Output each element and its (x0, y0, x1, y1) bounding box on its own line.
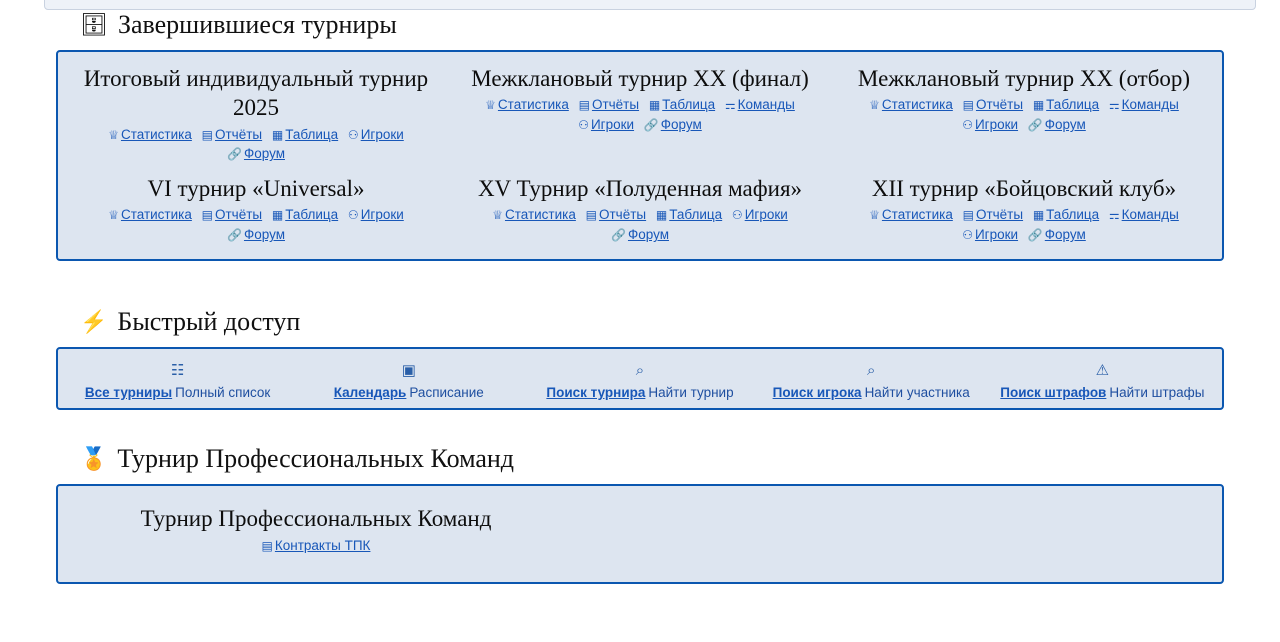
tournament-link-label[interactable]: Игроки (974, 227, 1019, 242)
people-icon: ⚎ (724, 98, 736, 113)
tournament-link[interactable] (586, 205, 646, 225)
document-icon: ▤ (962, 98, 974, 113)
tournament-link-label[interactable]: Форум (243, 146, 285, 162)
tournament-link[interactable] (202, 125, 262, 145)
section-title-text: Завершившиеся турниры (117, 10, 397, 39)
tournament-link-label[interactable]: Отчёты (214, 126, 263, 142)
document-icon: ▤ (201, 208, 213, 223)
trophy-icon: ♕ (492, 208, 503, 223)
tournament-link[interactable] (963, 205, 1023, 225)
card-icon: ▤ (261, 538, 273, 553)
tournament-link-label[interactable]: Отчёты (975, 207, 1024, 223)
tournament-link[interactable] (963, 95, 1023, 115)
section-title-quick-access (80, 307, 1280, 337)
person-icon: ⚇ (962, 118, 973, 132)
tournament-link[interactable] (227, 144, 285, 164)
tournament-link-label[interactable]: Команды (1121, 207, 1179, 223)
tournament-links (74, 205, 438, 244)
tournament-link[interactable] (272, 205, 338, 225)
tournament-link[interactable] (1033, 205, 1099, 225)
tournament-link[interactable] (962, 115, 1018, 135)
tournament-link-label[interactable]: Отчёты (975, 97, 1024, 113)
tournament-card (448, 64, 832, 164)
quick-access-sublabel: Полный список (175, 384, 271, 400)
tournament-link[interactable] (656, 205, 722, 225)
section-title-text: Быстрый доступ (117, 306, 301, 336)
tournament-link[interactable] (485, 95, 569, 115)
quick-access-label-wrap (524, 385, 755, 400)
tournament-link-label[interactable]: Статистика (120, 207, 192, 223)
tournament-link[interactable] (262, 536, 371, 556)
person-icon: ⚇ (962, 228, 973, 242)
tournament-link-label[interactable]: Статистика (120, 126, 192, 142)
tournament-link-label[interactable]: Игроки (360, 207, 404, 223)
tournament-links (458, 205, 822, 244)
trophy-icon: ♕ (108, 208, 119, 223)
tournament-link[interactable] (869, 95, 953, 115)
tournament-links (842, 95, 1206, 134)
quick-access-label[interactable]: Календарь (333, 384, 407, 400)
tournament-link[interactable] (202, 205, 262, 225)
tournament-link-label[interactable]: Таблица (285, 207, 339, 223)
tournament-name: Межклановый турнир XX (финал) (471, 66, 809, 91)
tournament-link-label[interactable]: Отчёты (598, 207, 647, 223)
trophy-icon: ♕ (869, 208, 880, 223)
link-icon: 🔗 (611, 228, 626, 242)
quick-access-label-wrap (62, 385, 293, 400)
quick-access-item[interactable] (524, 359, 755, 400)
tournament-link[interactable] (962, 225, 1018, 245)
search-icon: ⌕ (635, 362, 645, 379)
tournament-link-label[interactable]: Статистика (881, 207, 953, 223)
tournament-card (448, 174, 832, 245)
tournament-link-label[interactable]: Игроки (360, 126, 404, 142)
warning-icon: ⚠ (1095, 362, 1110, 379)
tournament-link[interactable] (1028, 115, 1086, 135)
table-icon: ▦ (655, 208, 668, 223)
link-icon: 🔗 (227, 228, 242, 242)
table-icon: ▦ (1032, 208, 1045, 223)
tournament-link[interactable] (725, 95, 795, 115)
tournament-link[interactable] (227, 225, 285, 245)
finished-tournaments-grid (58, 52, 1222, 259)
person-icon: ⚇ (347, 127, 359, 142)
tournament-link-label[interactable]: Статистика (504, 207, 576, 223)
section-title-text: Турнир Профессиональных Команд (117, 443, 515, 473)
tournament-link[interactable] (108, 125, 192, 145)
tournament-link[interactable] (492, 205, 576, 225)
link-icon: 🔗 (227, 147, 242, 162)
link-icon: 🔗 (1027, 228, 1043, 242)
tournament-link[interactable] (1109, 205, 1179, 225)
tournament-name: XV Турнир «Полуденная мафия» (477, 176, 803, 201)
tournament-link-label[interactable]: Форум (1044, 117, 1086, 132)
quick-access-item[interactable] (756, 359, 987, 400)
quick-access-label-wrap (293, 385, 524, 400)
tournament-link-label[interactable]: Команды (1121, 97, 1179, 113)
tournament-link[interactable] (108, 205, 192, 225)
tournament-links (106, 536, 526, 556)
tournament-link[interactable] (1109, 95, 1179, 115)
quick-access-item[interactable] (62, 359, 293, 400)
tournament-name: Турнир Профессиональных Команд (140, 505, 492, 531)
people-icon: ⚎ (1108, 208, 1120, 223)
tournament-link-label[interactable]: Таблица (669, 207, 723, 223)
tournament-link[interactable] (348, 205, 404, 225)
tournament-link-label[interactable]: Отчёты (591, 97, 640, 113)
section-title-pro-teams (80, 444, 1280, 474)
calendar-icon: ▣ (401, 362, 416, 379)
tournament-card (832, 174, 1216, 245)
people-icon: ⚎ (1108, 98, 1120, 113)
tournament-link-label[interactable]: Таблица (1046, 97, 1100, 113)
table-icon: ▦ (648, 98, 661, 113)
trophy-icon: ♕ (485, 98, 496, 113)
tournament-link-label[interactable]: Контракты ТПК (274, 537, 371, 553)
tournament-card (832, 64, 1216, 164)
finished-tournaments-panel (56, 50, 1224, 261)
medal-icon: 🏅 (80, 445, 108, 471)
quick-access-sublabel: Найти турнир (648, 384, 734, 400)
archive-icon: 🗄 (80, 12, 108, 37)
quick-access-sublabel: Найти штрафы (1109, 384, 1205, 400)
tournament-link[interactable] (869, 205, 953, 225)
tournament-link-label[interactable]: Таблица (662, 97, 716, 113)
list-icon: ☷ (170, 362, 185, 379)
quick-access-label[interactable]: Поиск турнира (546, 384, 646, 400)
section-title-finished (80, 10, 1280, 40)
partial-panel-above (44, 0, 1256, 10)
quick-access-sublabel: Расписание (409, 384, 484, 400)
document-icon: ▤ (201, 127, 213, 142)
table-icon: ▦ (271, 127, 284, 142)
tournament-name: VI турнир «Universal» (147, 176, 365, 201)
tournament-name: XII турнир «Бойцовский клуб» (871, 176, 1177, 201)
tournament-link-label[interactable]: Форум (243, 227, 285, 242)
table-icon: ▦ (271, 208, 284, 223)
person-icon: ⚇ (731, 208, 743, 223)
tournament-link-label[interactable]: Таблица (285, 126, 339, 142)
table-icon: ▦ (1032, 98, 1045, 113)
tournament-link[interactable] (644, 115, 702, 135)
document-icon: ▤ (962, 208, 974, 223)
tournament-link-label[interactable]: Игроки (590, 117, 635, 132)
tournament-link-label[interactable]: Команды (737, 97, 795, 113)
trophy-icon: ♕ (869, 98, 880, 113)
tournament-link[interactable] (611, 225, 669, 245)
quick-access-grid (58, 349, 1222, 408)
tournament-link-label[interactable]: Форум (1044, 227, 1086, 242)
tournament-link[interactable] (578, 115, 634, 135)
trophy-icon: ♕ (108, 127, 119, 142)
quick-access-label[interactable]: Поиск игрока (772, 384, 862, 400)
tournament-link[interactable] (348, 125, 404, 145)
quick-access-panel (56, 347, 1224, 410)
link-icon: 🔗 (643, 118, 659, 132)
search-icon: ⌕ (866, 362, 876, 379)
quick-access-item[interactable] (987, 359, 1218, 400)
person-icon: ⚇ (347, 208, 359, 223)
pro-teams-panel (56, 484, 1224, 584)
document-icon: ▤ (585, 208, 597, 223)
quick-access-label[interactable]: Все турниры (84, 384, 173, 400)
tournament-link[interactable] (1028, 225, 1086, 245)
scrolled-content-strip (0, 0, 1280, 10)
tournament-links (842, 205, 1206, 244)
tournament-link-label[interactable]: Форум (627, 227, 669, 242)
quick-access-sublabel: Найти участника (864, 384, 970, 400)
tournament-link[interactable] (272, 125, 338, 145)
quick-access-label-wrap (756, 385, 987, 400)
tournament-card (64, 174, 448, 245)
tournament-name: Итоговый индивидуальный турнир 2025 (83, 66, 429, 121)
tournament-card (64, 64, 448, 164)
page-content (0, 10, 1280, 584)
quick-access-item[interactable] (293, 359, 524, 400)
tournament-link-label[interactable]: Таблица (1046, 207, 1100, 223)
person-icon: ⚇ (578, 118, 589, 132)
quick-access-label-wrap (987, 385, 1218, 400)
tournament-link[interactable] (649, 95, 715, 115)
tournament-link-label[interactable]: Форум (660, 117, 702, 132)
tournament-name: Межклановый турнир XX (отбор) (857, 66, 1191, 91)
tournament-link[interactable] (1033, 95, 1099, 115)
tournament-link[interactable] (732, 205, 788, 225)
tournament-link-label[interactable]: Игроки (974, 117, 1019, 132)
tournament-link-label[interactable]: Отчёты (214, 207, 263, 223)
tournament-link-label[interactable]: Статистика (497, 97, 569, 113)
document-icon: ▤ (578, 98, 590, 113)
tournament-link-label[interactable]: Статистика (881, 97, 953, 113)
tournament-link-label[interactable]: Игроки (744, 207, 788, 223)
tournament-links (458, 95, 822, 134)
tournament-links (74, 125, 438, 164)
link-icon: 🔗 (1027, 118, 1043, 132)
quick-access-label[interactable]: Поиск штрафов (1000, 384, 1107, 400)
tournament-link[interactable] (579, 95, 639, 115)
lightning-icon: ⚡ (80, 308, 108, 334)
